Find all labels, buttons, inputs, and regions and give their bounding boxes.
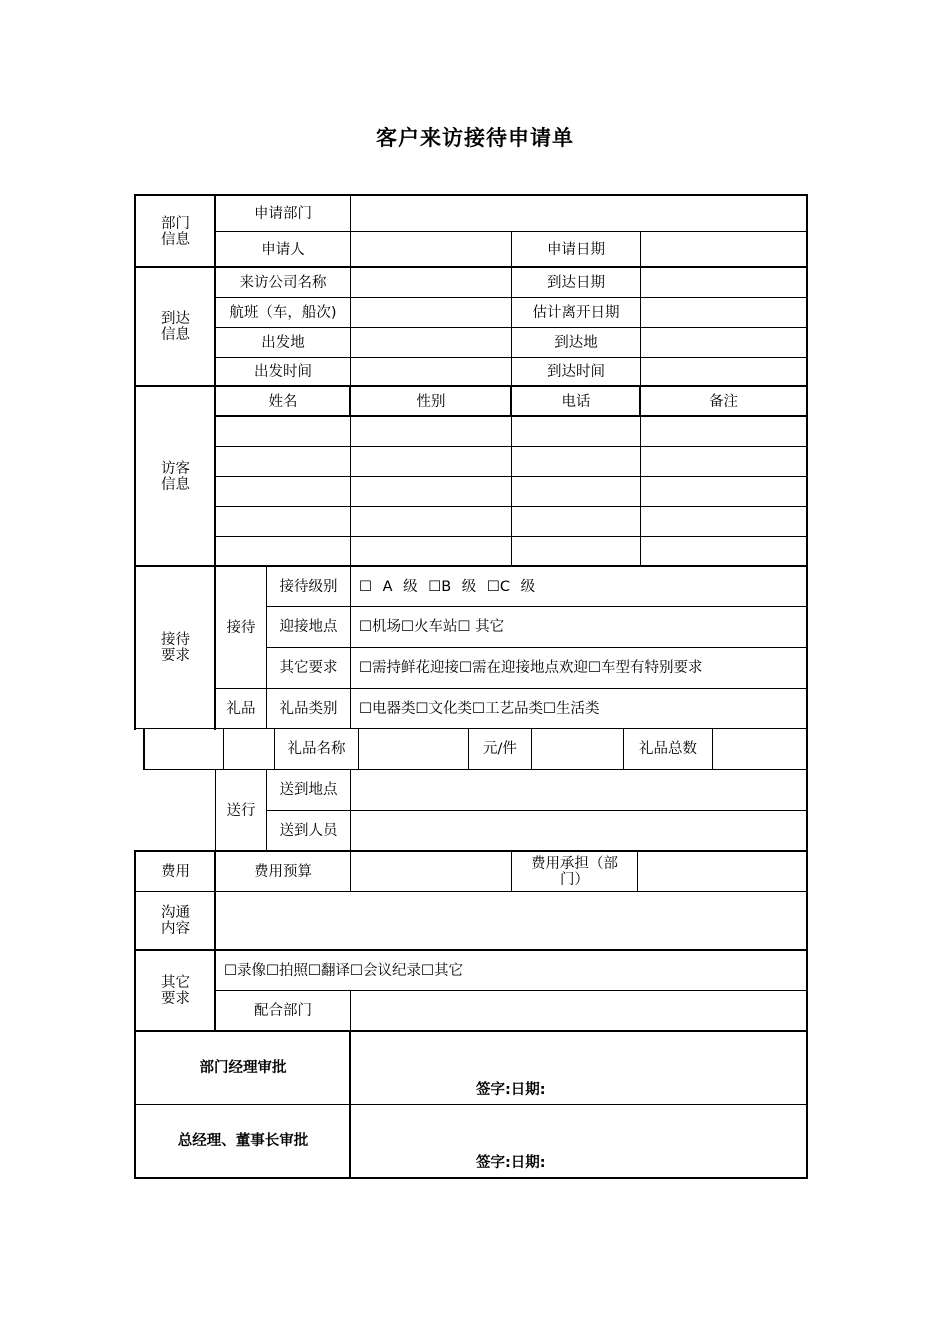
label-apply-date: 申请日期 xyxy=(511,231,641,268)
field-from[interactable] xyxy=(350,327,512,358)
label-send-place: 送到地点 xyxy=(266,769,351,811)
section-arrival-info xyxy=(135,267,216,387)
label-arrive-date: 到达日期 xyxy=(511,267,641,298)
section-reception-line2: 要求 xyxy=(161,647,190,664)
section-communication-line2: 内容 xyxy=(161,921,190,937)
header-col-gender xyxy=(510,386,512,417)
label-reception-level: 接待级别 xyxy=(266,566,351,607)
visitor-row-5-gender[interactable] xyxy=(350,536,512,567)
label-leave-date: 估计离开日期 xyxy=(511,297,641,328)
divider-other-approval xyxy=(134,1030,808,1032)
visitor-row-1-name[interactable] xyxy=(215,416,351,447)
field-gift-name[interactable] xyxy=(358,728,469,770)
label-send-off: 送行 xyxy=(215,769,267,852)
label-send-person: 送到人员 xyxy=(266,810,351,852)
cost-bearer-line2: 门） xyxy=(560,872,589,888)
field-arrive-time[interactable] xyxy=(640,357,807,387)
field-send-person[interactable] xyxy=(350,810,807,852)
visitor-row-2-remark[interactable] xyxy=(640,446,807,477)
field-communication[interactable] xyxy=(215,891,807,951)
label-cost-bearer xyxy=(511,851,638,892)
field-flight[interactable] xyxy=(350,297,512,328)
visitor-row-5-remark[interactable] xyxy=(640,536,807,567)
label-applicant: 申请人 xyxy=(215,231,351,268)
label-coop-dept: 配合部门 xyxy=(215,990,351,1032)
section-other-requirements xyxy=(135,950,216,1032)
field-arrive-date[interactable] xyxy=(640,267,807,298)
border-left-upper xyxy=(134,194,136,730)
reception-level-options[interactable]: ☐ A 级 ☐B 级 ☐C 级 xyxy=(350,566,807,607)
border-bottom xyxy=(134,1177,808,1179)
label-manager-approval: 部门经理审批 xyxy=(135,1031,351,1105)
page-title: 客户来访接待申请单 xyxy=(376,126,574,150)
section-communication xyxy=(135,891,216,951)
section-dept-line1: 部门 xyxy=(161,215,190,232)
field-depart-time[interactable] xyxy=(350,357,512,387)
cost-bearer-line1: 费用承担（部 xyxy=(531,856,618,872)
visitor-row-4-gender[interactable] xyxy=(350,506,512,537)
field-gift-total[interactable] xyxy=(712,728,807,770)
other-service-options[interactable]: ☐录像☐拍照☐翻译☐会议纪录☐其它 xyxy=(215,950,807,991)
visitor-row-4-phone[interactable] xyxy=(511,506,641,537)
visitor-row-4-remark[interactable] xyxy=(640,506,807,537)
header-name: 姓名 xyxy=(215,386,351,417)
field-cost-budget[interactable] xyxy=(350,851,512,892)
visitor-row-1-remark[interactable] xyxy=(640,416,807,447)
visitor-row-2-phone[interactable] xyxy=(511,446,641,477)
visitor-row-3-name[interactable] xyxy=(215,476,351,507)
label-gift-type: 礼品类别 xyxy=(266,688,351,729)
header-col-name xyxy=(349,386,351,417)
label-gm-approval: 总经理、董事长审批 xyxy=(135,1104,351,1178)
section-communication-line1: 沟通 xyxy=(161,905,190,921)
label-unit-price: 元/件 xyxy=(468,728,532,770)
label-gift-total: 礼品总数 xyxy=(623,728,713,770)
section-reception-line1: 接待 xyxy=(161,631,190,648)
field-visit-company[interactable] xyxy=(350,267,512,298)
field-manager-approval[interactable] xyxy=(350,1031,807,1105)
header-col-phone xyxy=(639,386,641,417)
gift-type-options[interactable]: ☐电器类☐文化类☐工艺品类☐生活类 xyxy=(350,688,807,729)
gift-row-blank-2 xyxy=(223,728,275,770)
visitor-row-3-gender[interactable] xyxy=(350,476,512,507)
field-to[interactable] xyxy=(640,327,807,358)
label-pickup-place: 迎接地点 xyxy=(266,606,351,648)
divider-comm-other xyxy=(134,949,808,951)
divider-dept-arrival xyxy=(134,266,808,268)
label-visit-company: 来访公司名称 xyxy=(215,267,351,298)
header-gender: 性别 xyxy=(350,386,512,417)
field-gm-approval[interactable] xyxy=(350,1104,807,1178)
label-flight: 航班（车，船次) xyxy=(215,297,351,328)
section-dept-line2: 信息 xyxy=(161,231,190,248)
label-arrive-time: 到达时间 xyxy=(511,357,641,387)
field-applicant[interactable] xyxy=(350,231,512,268)
label-depart-time: 出发时间 xyxy=(215,357,351,387)
field-send-place[interactable] xyxy=(350,769,807,811)
divider-section-col xyxy=(214,194,216,730)
label-apply-dept: 申请部门 xyxy=(215,195,351,232)
section-arrival-line2: 信息 xyxy=(161,327,190,343)
label-to: 到达地 xyxy=(511,327,641,358)
divider-approval-col xyxy=(349,1030,351,1179)
manager-sign-date: 签字:日期: xyxy=(476,1082,546,1098)
visitor-row-1-phone[interactable] xyxy=(511,416,641,447)
label-gift: 礼品 xyxy=(215,688,267,729)
header-phone: 电话 xyxy=(511,386,641,417)
gm-sign-date: 签字:日期: xyxy=(476,1155,546,1171)
label-other-requirements: 其它要求 xyxy=(266,647,351,689)
visitor-row-5-name[interactable] xyxy=(215,536,351,567)
divider-arrival-visitor xyxy=(134,385,808,387)
field-coop-dept[interactable] xyxy=(350,990,807,1032)
field-unit-price[interactable] xyxy=(531,728,624,770)
section-reception-req xyxy=(135,566,216,729)
section-visitor-info xyxy=(135,386,216,567)
border-left-lower xyxy=(134,850,136,1179)
visitor-row-2-gender[interactable] xyxy=(350,446,512,477)
section-cost: 费用 xyxy=(135,851,216,892)
section-other-line2: 要求 xyxy=(161,991,190,1007)
section-arrival-line1: 到达 xyxy=(161,311,190,327)
pickup-place-options[interactable]: ☐机场☐火车站☐ 其它 xyxy=(350,606,807,648)
field-cost-bearer[interactable] xyxy=(637,851,807,892)
visitor-row-5-phone[interactable] xyxy=(511,536,641,567)
label-from: 出发地 xyxy=(215,327,351,358)
visitor-row-4-name[interactable] xyxy=(215,506,351,537)
label-receive: 接待 xyxy=(215,566,267,689)
visitor-row-3-remark[interactable] xyxy=(640,476,807,507)
divider-reception-cost xyxy=(134,850,808,852)
divider-visitor-reception xyxy=(134,565,808,567)
gift-row-blank-1 xyxy=(143,728,224,770)
label-cost-budget: 费用预算 xyxy=(215,851,351,892)
header-remark: 备注 xyxy=(640,386,807,417)
field-leave-date[interactable] xyxy=(640,297,807,328)
section-dept-info xyxy=(135,195,216,268)
divider-section-col-lower xyxy=(214,850,216,1032)
section-visitor-line1: 访客 xyxy=(161,460,190,477)
section-visitor-line2: 信息 xyxy=(161,476,190,493)
visitor-row-3-phone[interactable] xyxy=(511,476,641,507)
section-other-line1: 其它 xyxy=(161,975,190,991)
field-apply-date[interactable] xyxy=(640,231,807,268)
visitor-row-2-name[interactable] xyxy=(215,446,351,477)
other-requirements-options[interactable]: ☐需持鲜花迎接☐需在迎接地点欢迎☐车型有特别要求 xyxy=(350,647,807,689)
visitor-row-1-gender[interactable] xyxy=(350,416,512,447)
border-top xyxy=(134,194,808,196)
field-apply-dept[interactable] xyxy=(350,195,807,232)
label-gift-name: 礼品名称 xyxy=(274,728,359,770)
